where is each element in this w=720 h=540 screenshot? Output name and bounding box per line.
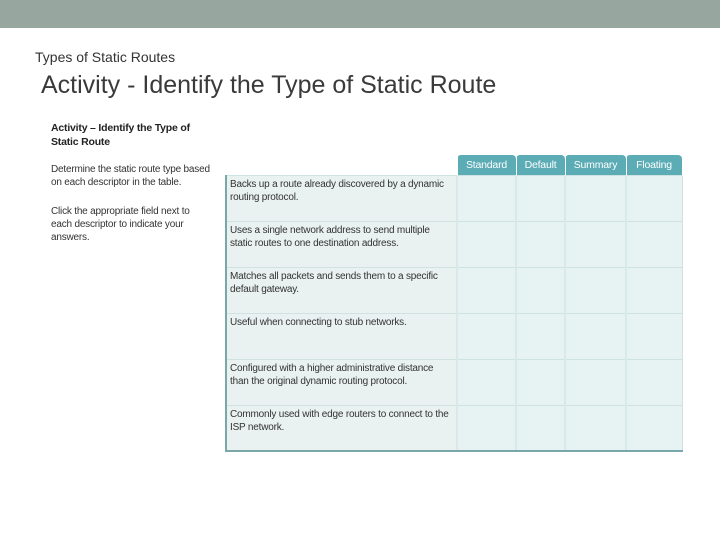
table-row <box>226 221 682 267</box>
table-row <box>226 359 682 405</box>
answer-cell-standard[interactable] <box>457 405 516 451</box>
answer-cell-standard[interactable] <box>457 267 516 313</box>
answer-cell-standard[interactable] <box>457 175 516 221</box>
answer-cell-floating[interactable] <box>626 359 682 405</box>
row-descriptor: Commonly used with edge routers to connect to the ISP network. <box>226 405 457 451</box>
row-descriptor: Uses a single network address to send multiple static routes to one destination address. <box>226 221 457 267</box>
table-row <box>226 313 682 359</box>
answer-cell-floating[interactable] <box>626 267 682 313</box>
answer-cell-floating[interactable] <box>626 405 682 451</box>
answer-cell-default[interactable] <box>516 313 565 359</box>
row-descriptor: Configured with a higher administrative distance than the original dynamic routing protocol. <box>226 359 457 405</box>
section-title: Types of Static Routes <box>35 49 176 65</box>
answer-cell-default[interactable] <box>516 267 565 313</box>
answer-cell-default[interactable] <box>516 221 565 267</box>
column-header-summary: Summary <box>565 155 626 175</box>
table-row <box>226 175 682 221</box>
instruction-click: Click the appropriate field next to each descriptor to indicate your answers. <box>51 206 190 243</box>
answer-cell-default[interactable] <box>516 175 565 221</box>
row-descriptor: Matches all packets and sends them to a specific default gateway. <box>226 267 457 313</box>
slide-top-bar <box>0 0 720 28</box>
answer-cell-standard[interactable] <box>457 359 516 405</box>
instruction-determine: Determine the static route type based on each descriptor in the table. <box>51 164 210 188</box>
answer-cell-default[interactable] <box>516 359 565 405</box>
answer-cell-floating[interactable] <box>626 221 682 267</box>
page-title: Activity - Identify the Type of Static Route <box>41 71 497 99</box>
answer-cell-standard[interactable] <box>457 313 516 359</box>
activity-table <box>225 155 683 452</box>
table-row <box>226 405 682 451</box>
column-header-default: Default <box>516 155 565 175</box>
answer-cell-standard[interactable] <box>457 221 516 267</box>
header-spacer <box>226 155 457 175</box>
row-descriptor: Useful when connecting to stub networks. <box>226 313 457 359</box>
table-header-row <box>226 155 682 175</box>
answer-cell-summary[interactable] <box>565 175 626 221</box>
row-descriptor: Backs up a route already discovered by a dynamic routing protocol. <box>226 175 457 221</box>
instructions <box>51 163 213 244</box>
column-header-floating: Floating <box>626 155 682 175</box>
answer-cell-floating[interactable] <box>626 313 682 359</box>
table-row <box>226 267 682 313</box>
answer-cell-floating[interactable] <box>626 175 682 221</box>
answer-cell-summary[interactable] <box>565 359 626 405</box>
answer-cell-summary[interactable] <box>565 405 626 451</box>
activity-heading: Activity – Identify the Type of Static Route <box>51 122 190 148</box>
answer-cell-summary[interactable] <box>565 313 626 359</box>
column-header-standard: Standard <box>457 155 516 175</box>
answer-cell-summary[interactable] <box>565 221 626 267</box>
answer-cell-summary[interactable] <box>565 267 626 313</box>
answer-cell-default[interactable] <box>516 405 565 451</box>
